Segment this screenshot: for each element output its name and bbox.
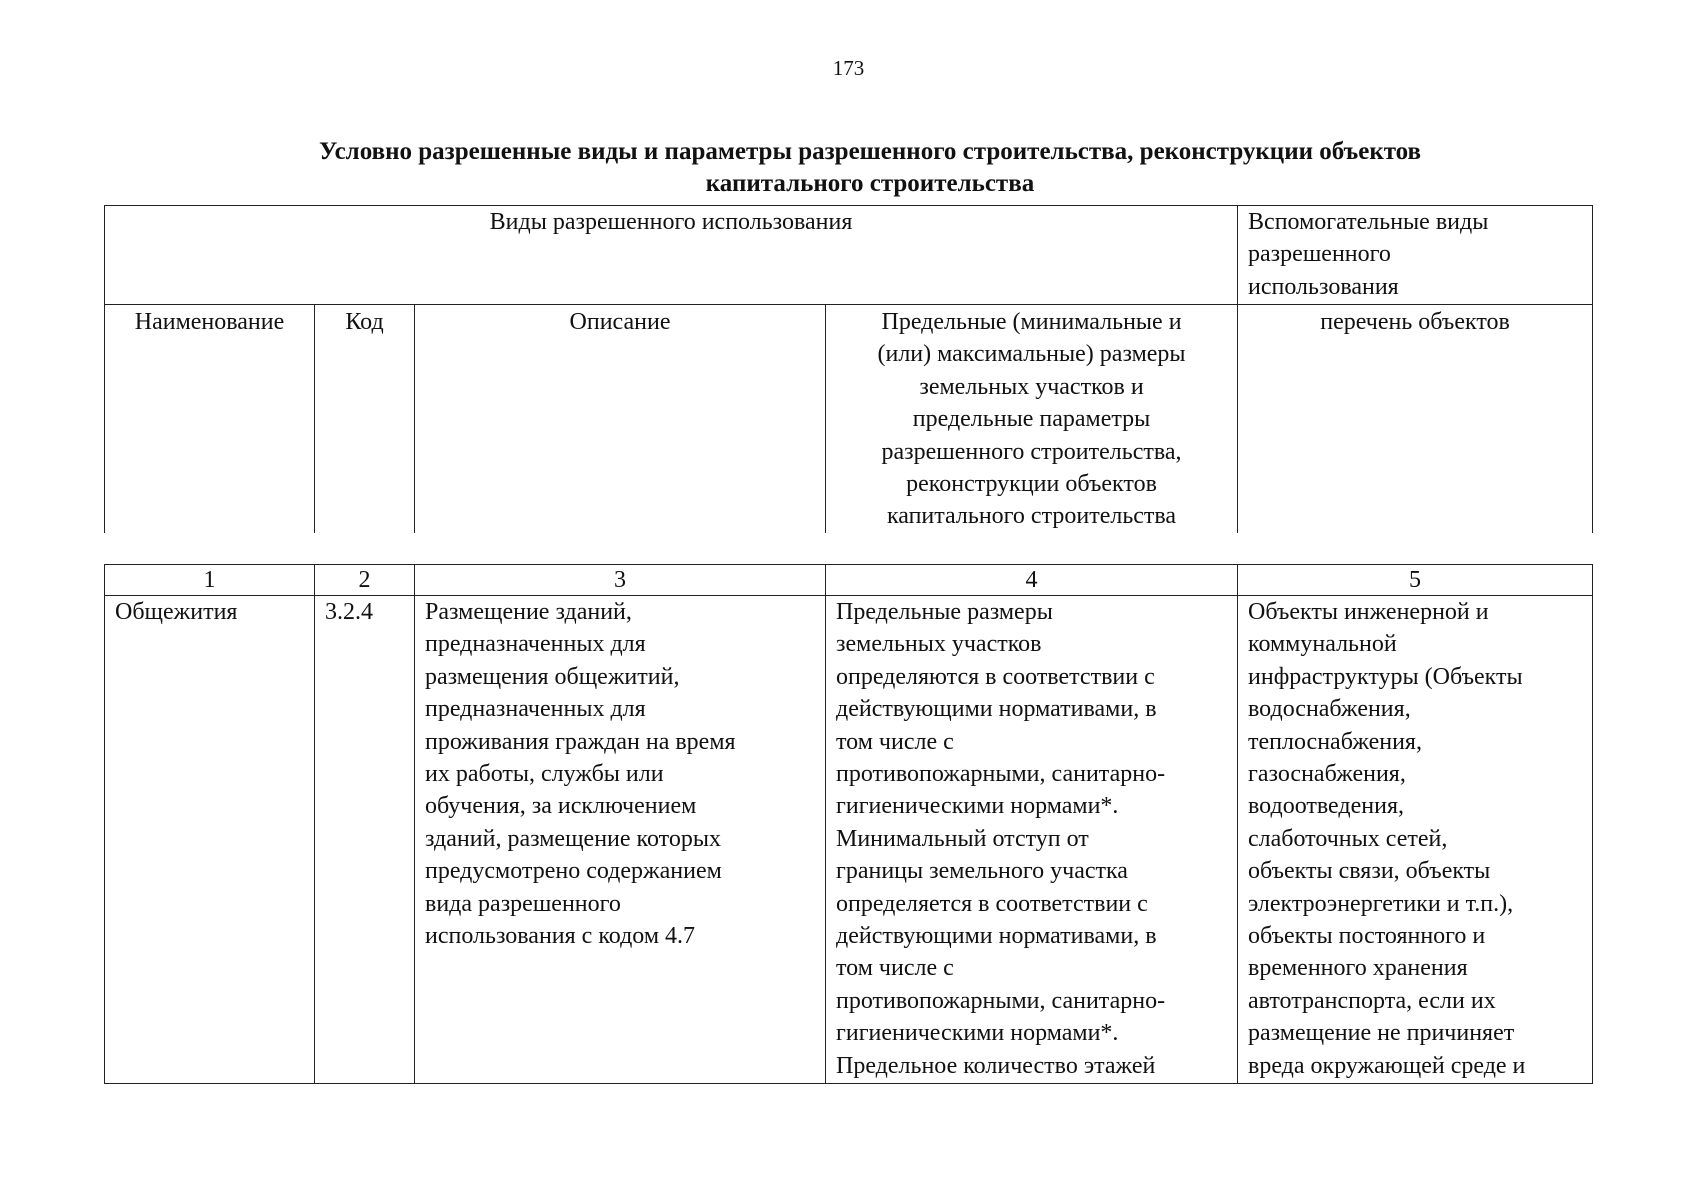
- cell-aux-objects: [1238, 596, 1593, 1084]
- title-line-1: Условно разрешенные виды и параметры разрешенного строительства, реконструкции объектов: [318, 138, 1422, 165]
- header-col-description: Описание: [415, 305, 826, 533]
- description-line: вида разрешенного: [425, 890, 621, 917]
- document-title: [170, 136, 1570, 200]
- params-line: Минимальный отступ от: [836, 825, 1089, 852]
- title-line-2: капитального строительства: [705, 170, 1035, 197]
- header-col-params-line: разрешенного строительства,: [881, 438, 1182, 465]
- params-line: земельных участков: [836, 631, 1042, 658]
- description-line: Размещение зданий,: [425, 599, 632, 625]
- params-line: противопожарными, санитарно-: [836, 987, 1166, 1014]
- aux-objects-line: водоснабжения,: [1248, 696, 1411, 723]
- description-line: предназначенных для: [425, 631, 646, 658]
- header-group-aux-line: Вспомогательные виды: [1248, 209, 1489, 235]
- header-col-params-line: земельных участков и: [919, 373, 1144, 400]
- header-col-params-line: капитального строительства: [886, 503, 1177, 530]
- header-col-params: [826, 305, 1238, 533]
- aux-objects-line: вреда окружающей среде и: [1248, 1052, 1526, 1079]
- cell-name: Общежития: [105, 596, 315, 1084]
- description-line: предназначенных для: [425, 696, 646, 723]
- description-line: обучения, за исключением: [425, 793, 697, 820]
- params-line: определяются в соответствии с: [836, 663, 1155, 690]
- column-number: 2: [315, 565, 415, 596]
- column-number: 3: [415, 565, 826, 596]
- aux-objects-line: коммунальной: [1248, 631, 1397, 658]
- params-line: действующими нормативами, в: [836, 696, 1157, 723]
- table-row: [105, 596, 1593, 1084]
- aux-objects-line: объекты связи, объекты: [1248, 858, 1491, 885]
- page-number: 173: [832, 56, 865, 80]
- column-number: 1: [105, 565, 315, 596]
- aux-objects-line: слаботочных сетей,: [1248, 825, 1448, 852]
- params-line: определяется в соответствии с: [836, 890, 1148, 917]
- header-col-params-line: (или) максимальные) размеры: [877, 341, 1186, 368]
- aux-objects-line: Объекты инженерной и: [1248, 599, 1489, 625]
- params-line: том числе с: [836, 728, 954, 755]
- aux-objects-line: инфраструктуры (Объекты: [1248, 663, 1523, 690]
- aux-objects-line: электроэнергетики и т.п.),: [1248, 890, 1514, 917]
- column-number: 5: [1238, 565, 1593, 596]
- aux-objects-line: теплоснабжения,: [1248, 728, 1422, 755]
- params-line: противопожарными, санитарно-: [836, 761, 1166, 788]
- aux-objects-line: временного хранения: [1248, 955, 1468, 982]
- header-col-aux-list: перечень объектов: [1238, 305, 1593, 533]
- aux-objects-line: объекты постоянного и: [1248, 923, 1486, 950]
- aux-objects-line: размещение не причиняет: [1248, 1020, 1515, 1047]
- header-group-aux: [1238, 206, 1593, 305]
- header-col-params-line: Предельные (минимальные и: [881, 309, 1182, 335]
- cell-code: 3.2.4: [315, 596, 415, 1084]
- params-line: гигиеническими нормами*.: [836, 1020, 1119, 1047]
- header-group-aux-line: использования: [1248, 273, 1399, 300]
- aux-objects-line: газоснабжения,: [1248, 761, 1406, 788]
- params-line: Предельные размеры: [836, 599, 1053, 625]
- description-line: использования с кодом 4.7: [425, 923, 696, 950]
- params-line: действующими нормативами, в: [836, 923, 1157, 950]
- header-group-aux-line: разрешенного: [1248, 241, 1391, 268]
- description-line: размещения общежитий,: [425, 663, 680, 690]
- column-number-row: [105, 565, 1593, 596]
- aux-objects-line: автотранспорта, если их: [1248, 987, 1496, 1014]
- cell-params: [826, 596, 1238, 1084]
- description-line: предусмотрено содержанием: [425, 858, 722, 885]
- aux-objects-line: водоотведения,: [1248, 793, 1404, 820]
- description-line: проживания граждан на время: [425, 728, 736, 755]
- header-col-params-line: реконструкции объектов: [906, 471, 1157, 498]
- params-line: гигиеническими нормами*.: [836, 793, 1119, 820]
- description-line: их работы, службы или: [425, 761, 664, 788]
- cell-description: [415, 596, 826, 1084]
- params-line: границы земельного участка: [836, 858, 1128, 885]
- header-col-params-line: предельные параметры: [912, 406, 1151, 433]
- params-line: том числе с: [836, 955, 954, 982]
- header-col-code: Код: [315, 305, 415, 533]
- header-table: [104, 205, 1593, 533]
- data-table: [104, 564, 1593, 1084]
- description-line: зданий, размещение которых: [425, 825, 721, 852]
- params-line: Предельное количество этажей: [836, 1052, 1156, 1079]
- column-number: 4: [826, 565, 1238, 596]
- header-col-name: Наименование: [105, 305, 315, 533]
- header-group-main: Виды разрешенного использования: [105, 206, 1238, 305]
